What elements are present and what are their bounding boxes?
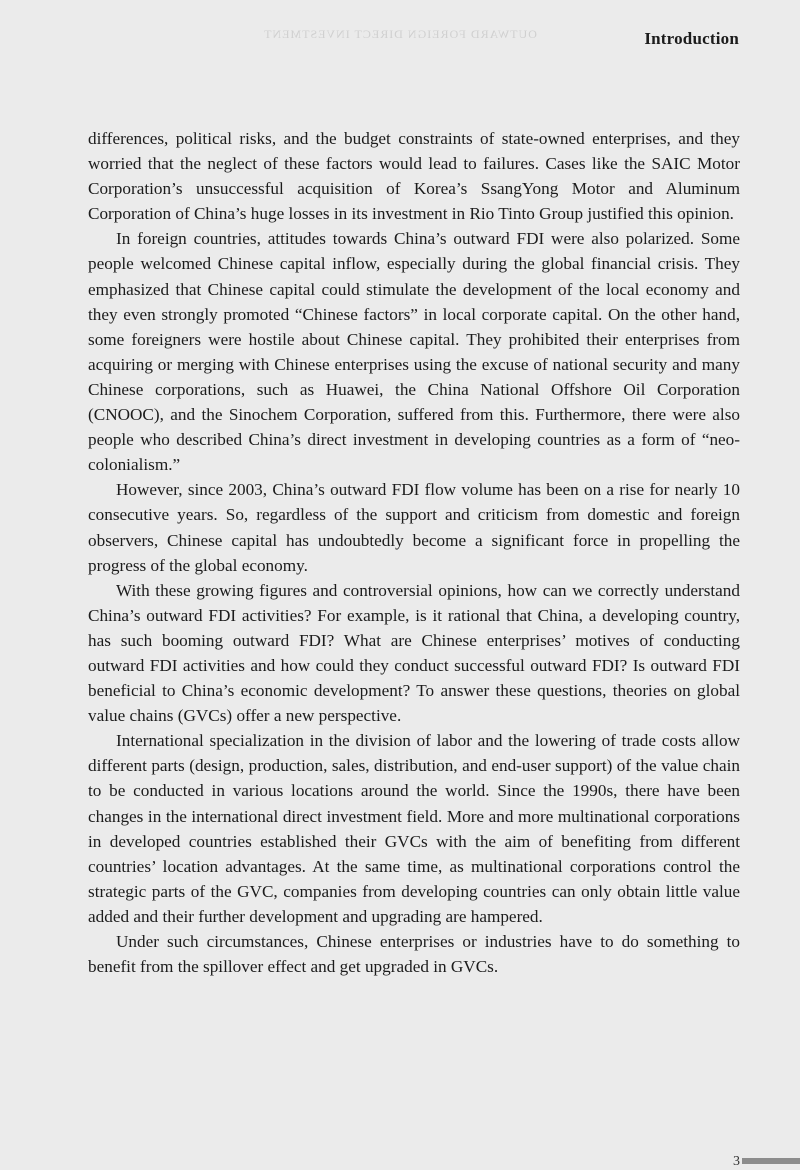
paragraph: Under such circumstances, Chinese enterprises or industries have to do something to benefit from the spillover effect and get upgraded in GVCs. — [88, 932, 740, 977]
paragraph: With these growing figures and controversial opinions, how can we correctly understand China’s outward FDI activities? For example, is it rational that China, a developing country, has such booming outward FDI? What are Chinese enterprises’ motives of conducting outward FDI activities and how could they conduct successful outward FDI? Is outward FDI beneficial to China’s economic development? To answer these questions, theories on global value chains (GVCs) offer a new perspective. — [88, 580, 740, 726]
paragraph-continued: differences, political risks, and the budget constraints of state-owned enterprises, and they worried that the neglect of these factors would lead to failures. Cases like the SAIC Motor Corporation’s unsuccessful acquisition of Korea’s SsangYong Motor and Aluminum Corporation of China’s huge losses in its investment in Rio Tinto Group justified this opinion. — [88, 129, 740, 224]
bleed-through-header: OUTWARD FOREIGN DIRECT INVESTMENT — [263, 27, 537, 41]
page-number: 3 — [733, 1154, 740, 1169]
paragraph: In foreign countries, attitudes towards China’s outward FDI were also polarized. Some people welcomed Chinese capital inflow, especially during the global financial crisis. They emphasized that Chinese capital could stimulate the development of the local economy and they even strongly promoted “Chinese factors” in local corporate capital. On the other hand, some foreigners were hostile about Chinese capital. They prohibited their enterprises from acquiring or merging with Chinese enterprises using the excuse of national security and many Chinese corporations, such as Huawei, the China National Offshore Oil Corporation (CNOOC), and the Sinochem Corporation, suffered from this. Furthermore, there were also people who described China’s direct investment in developing countries as a form of “neo-colonialism.” — [88, 229, 740, 475]
page-edge — [742, 1158, 800, 1164]
body-text — [88, 126, 740, 979]
running-header: Introduction — [644, 29, 739, 48]
paragraph: However, since 2003, China’s outward FDI flow volume has been on a rise for nearly 10 consecutive years. So, regardless of the support and criticism from domestic and foreign observers, Chinese capital has undoubtedly become a significant force in propelling the progress of the global economy. — [88, 480, 740, 575]
paragraph: International specialization in the division of labor and the lowering of trade costs allow different parts (design, production, sales, distribution, and end-user support) of the value chain to be conducted in various locations around the world. Since the 1990s, there have been changes in the international direct investment field. More and more multinational corporations in developed countries established their GVCs with the aim of benefiting from different countries’ location advantages. At the same time, as multinational corporations control the strategic parts of the GVC, companies from developing countries can only obtain little value added and their further development and upgrading are hampered. — [88, 731, 740, 926]
